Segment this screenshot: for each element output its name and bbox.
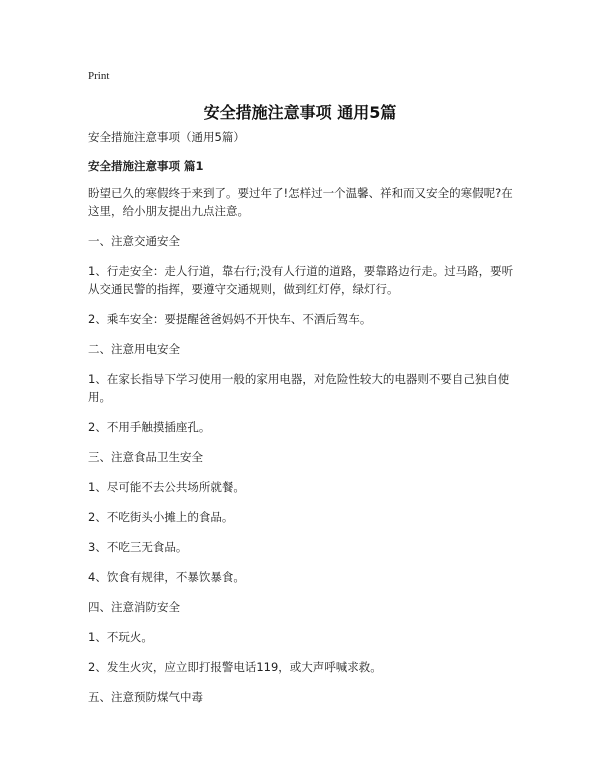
document-title: 安全措施注意事项 通用5篇 <box>203 103 397 122</box>
paragraph-food-4: 4、饮食有规律，不暴饮暴食。 <box>88 570 245 584</box>
heading-gas-poisoning: 五、注意预防煤气中毒 <box>88 690 203 704</box>
heading-traffic-safety: 一、注意交通安全 <box>88 234 180 248</box>
section-title: 安全措施注意事项 篇1 <box>88 159 204 173</box>
paragraph-fire-2: 2、发生火灾，应立即打报警电话119，或大声呼喊求救。 <box>88 660 382 674</box>
paragraph-food-1: 1、尽可能不去公共场所就餐。 <box>88 480 245 494</box>
heading-electric-safety: 二、注意用电安全 <box>88 342 180 356</box>
paragraph-food-2: 2、不吃街头小摊上的食品。 <box>88 510 234 524</box>
paragraph-fire-1: 1、不玩火。 <box>88 630 153 644</box>
document-subtitle: 安全措施注意事项（通用5篇） <box>88 130 245 144</box>
heading-food-safety: 三、注意食品卫生安全 <box>88 450 203 464</box>
paragraph-riding-safety: 2、乘车安全：要提醒爸爸妈妈不开快车、不酒后驾车。 <box>88 312 372 326</box>
paragraph-socket-warning: 2、不用手触摸插座孔。 <box>88 420 211 434</box>
print-link[interactable]: Print <box>88 70 110 82</box>
paragraph-food-3: 3、不吃三无食品。 <box>88 540 188 554</box>
paragraph-appliance-use: 1、在家长指导下学习使用一般的家用电器，对危险性较大的电器则不要自己独自使用。 <box>88 372 510 404</box>
intro-paragraph: 盼望已久的寒假终于来到了。要过年了!怎样过一个温馨、祥和而又安全的寒假呢?在这里，给小朋友提出九点注意。 <box>88 186 513 218</box>
document-body <box>88 128 516 718</box>
paragraph-walking-safety: 1、行走安全：走人行道，靠右行;没有人行道的道路，要靠路边行走。过马路，要听从交通民警的指挥，要遵守交通规则，做到红灯停，绿灯行。 <box>88 264 514 296</box>
heading-fire-safety: 四、注意消防安全 <box>88 600 180 614</box>
